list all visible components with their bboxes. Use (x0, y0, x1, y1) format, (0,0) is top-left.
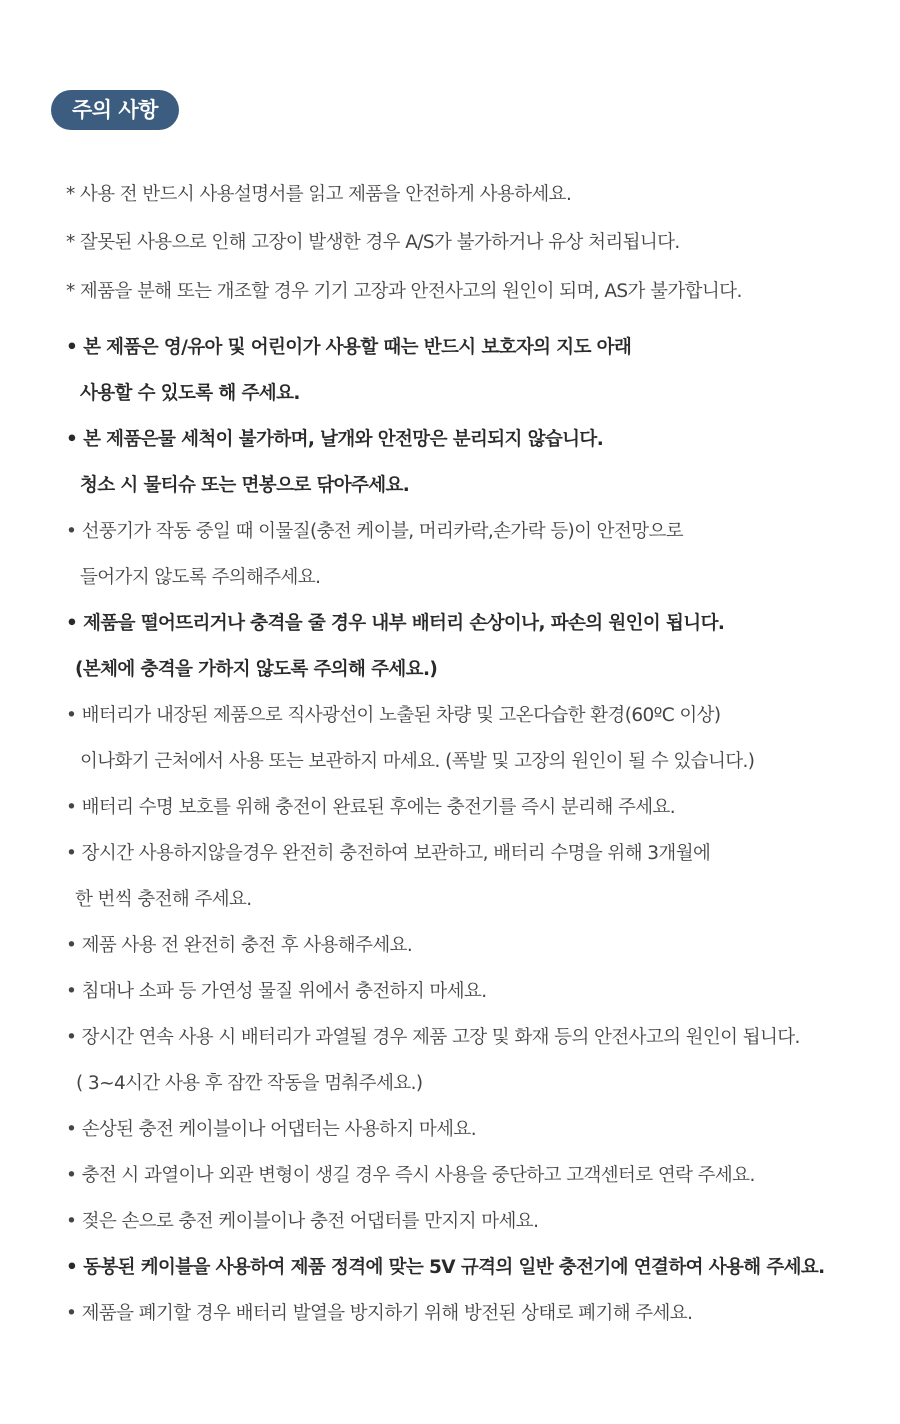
item-charge-before-use: • 제품 사용 전 완전히 충전 후 사용해주세요. (66, 935, 413, 956)
caution-heading-badge: 주의 사항 (51, 90, 179, 130)
item-drop-impact-cont: (본체에 충격을 가하지 않도록 주의해 주세요.) (75, 659, 438, 680)
item-child-supervision-cont: 사용할 수 있도록 해 주세요. (80, 383, 300, 404)
item-long-storage: • 장시간 사용하지않을경우 완전히 충전하여 보관하고, 배터리 수명을 위해 3개월에 (66, 843, 711, 864)
item-overheat-cont: ( 3~4시간 사용 후 잠깐 작동을 멈춰주세요.) (76, 1073, 423, 1094)
note-disassembly: * 제품을 분해 또는 개조할 경우 기기 고장과 안전사고의 원인이 되며, AS가 불가합니다. (66, 281, 742, 302)
item-deformation: • 충전 시 과열이나 외관 변형이 생길 경우 즉시 사용을 중단하고 고객센터로 연락 주세요. (66, 1165, 755, 1186)
item-overheat: • 장시간 연속 사용 시 배터리가 과열될 경우 제품 고장 및 화재 등의 안전사고의 원인이 됩니다. (66, 1027, 800, 1048)
item-long-storage-cont: 한 번씩 충전해 주세요. (75, 889, 252, 910)
item-damaged-cable: • 손상된 충전 케이블이나 어댑터는 사용하지 마세요. (66, 1119, 476, 1140)
item-foreign-objects: • 선풍기가 작동 중일 때 이물질(충전 케이블, 머리카락,손가락 등)이 안전망으로 (66, 521, 684, 542)
item-no-flammable: • 침대나 소파 등 가연성 물질 위에서 충전하지 마세요. (66, 981, 487, 1002)
item-wet-hands: • 젖은 손으로 충전 케이블이나 충전 어댑터를 만지지 마세요. (66, 1211, 539, 1232)
item-heat-exposure-cont: 이나화기 근처에서 사용 또는 보관하지 마세요. (폭발 및 고장의 원인이 될 수 있습니다.) (80, 751, 755, 772)
item-disposal: • 제품을 폐기할 경우 배터리 발열을 방지하기 위해 방전된 상태로 폐기해 주세요. (66, 1303, 693, 1324)
note-misuse: * 잘못된 사용으로 인해 고장이 발생한 경우 A/S가 불가하거나 유상 처리됩니다. (66, 232, 680, 253)
item-no-washing-cont: 청소 시 물티슈 또는 면봉으로 닦아주세요. (80, 475, 410, 496)
item-5v-charger: • 동봉된 케이블을 사용하여 제품 정격에 맞는 5V 규격의 일반 충전기에 연결하여 사용해 주세요. (66, 1257, 825, 1278)
item-heat-exposure: • 배터리가 내장된 제품으로 직사광선이 노출된 차량 및 고온다습한 환경(60ºC 이상) (66, 705, 721, 726)
item-battery-unplug: • 배터리 수명 보호를 위해 충전이 완료된 후에는 충전기를 즉시 분리해 주세요. (66, 797, 676, 818)
item-foreign-objects-cont: 들어가지 않도록 주의해주세요. (80, 567, 321, 588)
note-read-manual: * 사용 전 반드시 사용설명서를 읽고 제품을 안전하게 사용하세요. (66, 184, 572, 205)
item-drop-impact: • 제품을 떨어뜨리거나 충격을 줄 경우 내부 배터리 손상이나, 파손의 원인이 됩니다. (66, 613, 725, 634)
item-child-supervision: • 본 제품은 영/유아 및 어린이가 사용할 때는 반드시 보호자의 지도 아래 (66, 337, 632, 358)
item-no-washing: • 본 제품은물 세척이 불가하며, 날개와 안전망은 분리되지 않습니다. (66, 429, 604, 450)
